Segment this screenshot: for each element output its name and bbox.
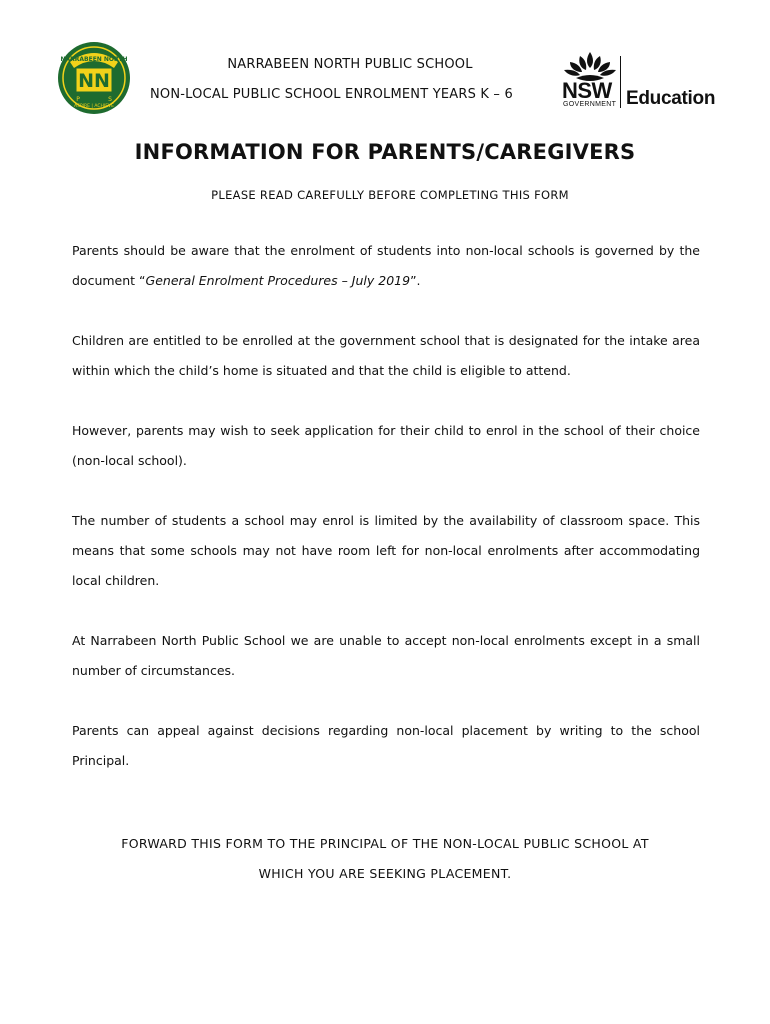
document-header (140, 56, 560, 104)
logo-divider (620, 56, 621, 108)
crest-banner-text: NARRABEEN NORTH (60, 56, 128, 63)
school-name: NARRABEEN NORTH PUBLIC SCHOOL (227, 57, 473, 72)
information-body (72, 236, 700, 806)
paragraph-intake-area: Children are entitled to be enrolled at the government school that is designated for the intake area within which the child’s home is situated and that the child is eligible to attend. (72, 333, 700, 378)
forwarding-instruction-line-2: WHICH YOU ARE SEEKING PLACEMENT. (258, 866, 512, 881)
nsw-wordmark: NSW (562, 78, 612, 103)
crest-letter-s: S (108, 96, 112, 103)
forwarding-instruction (60, 829, 710, 889)
paragraph-non-local-choice: However, parents may wish to seek application for their child to enrol in the school of their choice (non-local school). (72, 423, 700, 468)
paragraph-school-policy: At Narrabeen North Public School we are unable to accept non-local enrolments except in a small number of circumstances. (72, 633, 700, 678)
page-subtitle: PLEASE READ CAREFULLY BEFORE COMPLETING THIS FORM (211, 188, 569, 202)
crest-monogram: NN (78, 70, 110, 92)
paragraph-1-text: Parents should be aware that the enrolment of students into non-local schools is governed by the document “ (72, 243, 700, 288)
paragraph-appeal: Parents can appeal against decisions regarding non-local placement by writing to the school Principal. (72, 723, 700, 768)
page-title: INFORMATION FOR PARENTS/CAREGIVERS (134, 140, 636, 164)
crest-motto: ASPIRE | ACHIEVE (74, 104, 114, 109)
nsw-education-logo (562, 50, 722, 112)
education-wordmark: Education (626, 88, 716, 109)
paragraph-1-end: ”. (410, 273, 421, 288)
form-title: NON-LOCAL PUBLIC SCHOOL ENROLMENT YEARS K – 6 (150, 87, 513, 102)
paragraph-enrolment-procedures (72, 236, 700, 296)
forwarding-instruction-line-1: FORWARD THIS FORM TO THE PRINCIPAL OF THE NON-LOCAL PUBLIC SCHOOL AT (121, 836, 649, 851)
crest-letter-p: P (76, 96, 80, 103)
paragraph-classroom-space: The number of students a school may enrol is limited by the availability of classroom space. This means that some schools may not have room left for non-local enrolments after accommodating local children. (72, 513, 700, 588)
government-wordmark: GOVERNMENT (563, 101, 617, 108)
school-crest-icon (56, 40, 132, 116)
referenced-document-title: General Enrolment Procedures – July 2019 (145, 273, 411, 288)
